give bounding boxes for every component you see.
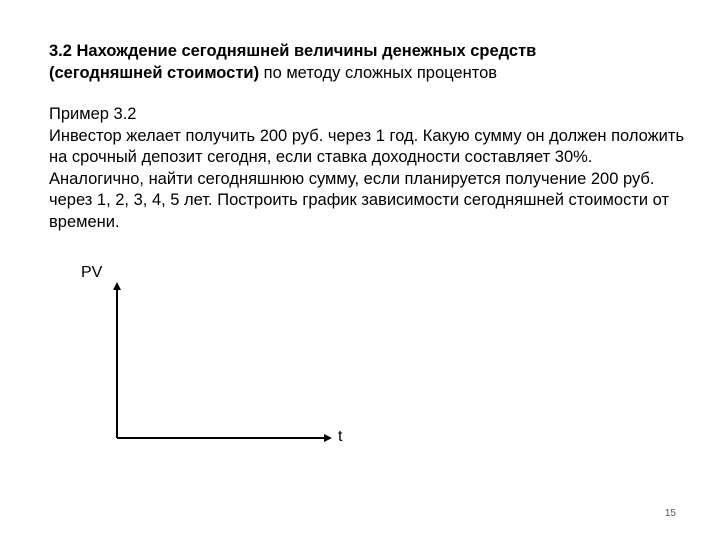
heading-line-1: 3.2 Нахождение сегодняшней величины денежных средств [49, 42, 537, 60]
page-number: 15 [664, 508, 676, 519]
heading-line-2-bold: (сегодняшней стоимости) [49, 64, 260, 82]
heading-line-2-rest: по методу сложных процентов [259, 64, 498, 82]
y-axis-label: PV [81, 264, 103, 281]
x-axis-label: t [338, 428, 343, 445]
example-body: Инвестор желает получить 200 руб. через 1 год. Какую сумму он должен положить на срочный депозит сегодня, если ставка доходности составляет 30%. Аналогично, найти сегодняшнюю сумму, если планируется получение 200 руб. через 1, 2, 3, 4, 5 лет. Построить график зависимости сегодняшней стоимости от времени. [49, 126, 685, 231]
example-title: Пример 3.2 [49, 105, 137, 123]
